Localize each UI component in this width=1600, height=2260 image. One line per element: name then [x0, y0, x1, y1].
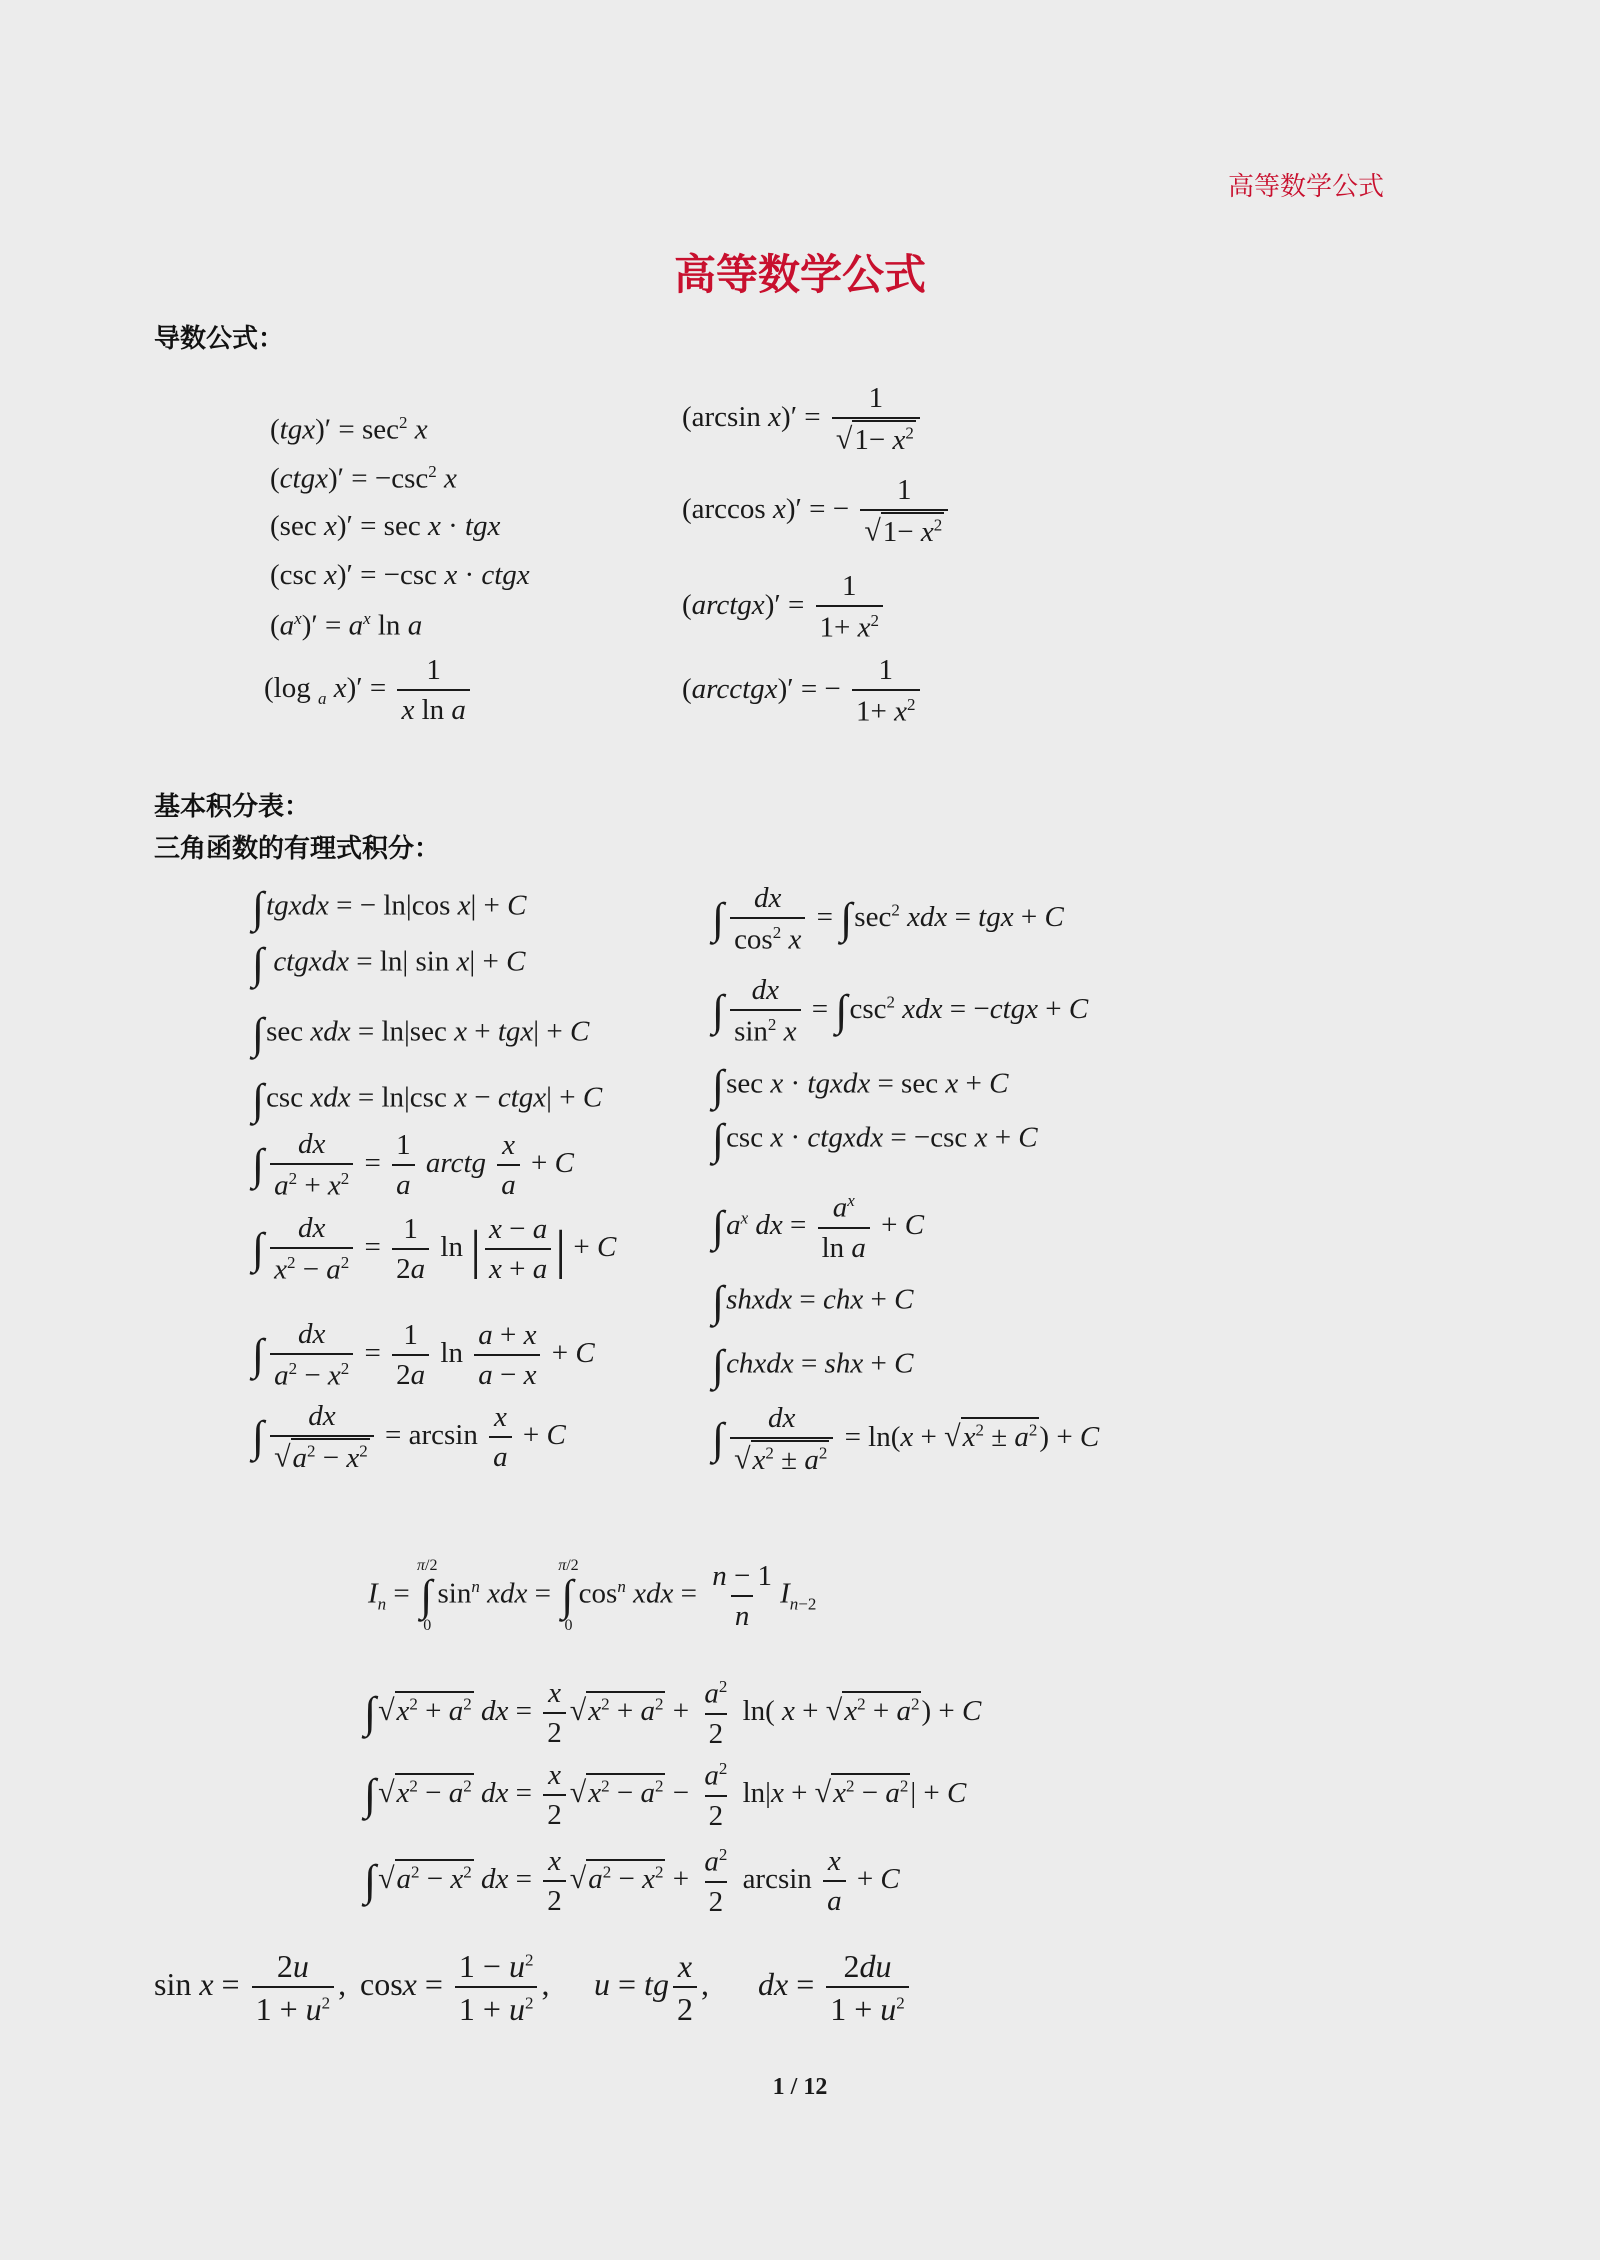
formula-d5: $(a^x)' = a^x$ ln a [270, 609, 423, 642]
formula-i7: ∫ $\frac{dx}{a^2 - x^2}$ = $\frac{1}{2a}$ ln $\frac{a + x}{a - x}$ + C [252, 1318, 595, 1392]
formula-i14: ∫shxdx = chx + C [712, 1277, 914, 1326]
page-number: 1 / 12 [772, 2074, 828, 2100]
formula-i1: ∫tgxdx = − ln|cos x| + C [252, 883, 527, 932]
formula-d7: (arcsin x)′ = $\frac{1}{√1- x^2}$ [682, 384, 924, 455]
section-trig-rational: 三角函数的有理式积分： [154, 834, 441, 864]
section-basic-integrals: 基本积分表： [154, 792, 311, 822]
formula-i2: ∫ ctgxdx = ln| sin x| + C [252, 939, 526, 988]
formula-i16: ∫ $\frac{dx}{√x^2 \pm a^2}$ = $\ln(x + √x^2 \pm a^2) + C$ [712, 1402, 1100, 1476]
formula-t1: sin x = $\frac{2u}{1 + u^2}$ , [154, 1948, 347, 2027]
section-derivatives: 导数公式： [154, 324, 285, 354]
formula-d1: $(tgx)' = \sec^2 x$ [270, 413, 428, 446]
formula-d6: (log $_a$ x)′ = $\frac{1}{\text{x ln a}}$ [264, 656, 474, 725]
page-title: 高等数学公式 [673, 250, 926, 299]
formula-d10: (arcctgx)′ = − $\frac{1}{1+ x^2}$ [682, 656, 924, 727]
formula-d8: (arccos x)′ = − $\frac{1}{√1- x^2}$ [682, 476, 952, 547]
formula-d2: (ctgx)′ = $-\csc^2$ x [270, 462, 457, 495]
formula-i10: ∫ $\frac{dx}{\sin^2 x}$ = $\int\csc^2$ xdx = −ctgx + C [712, 974, 1089, 1048]
formula-i6: ∫ $\frac{dx}{x^2 - a^2}$ = $\frac{1}{2a}$ ln | $\frac{x - a}{x + a}$ | + C [252, 1212, 617, 1286]
formula-t3: u = tg $\frac{x}{2}$ , [594, 1948, 709, 2027]
formula-i12: ∫csc x · ctgxdx = −csc x + C [712, 1115, 1038, 1164]
running-header: 高等数学公式 [1227, 172, 1384, 202]
formula-w1: $I_n$ = π/2 ∫ 0 $\sin^n$ xdx = π/2 ∫ 0 $\cos^n$ xdx = $\frac{n - 1}{n}$ $I_{n-2}$ [368, 1557, 817, 1634]
formula-w4: $\int√a^2 - x^2$ dx = $\frac{x}{2}$ $√a^2 - x^2$ + $\frac{a^2}{2}$ arcsin $\frac{x}{a}$ + C [364, 1844, 900, 1918]
formula-w2: $\int√x^2 + a^2$ dx = $\frac{x}{2}$ $√x^2 + a^2$ + $\frac{a^2}{2}$ ln( $x + √x^2 + a^2) + C$ [364, 1676, 982, 1750]
formula-i11: ∫sec x · tgxdx = sec x + C [712, 1061, 1009, 1110]
formula-d4: (csc x)′ = −csc x · ctgx [270, 559, 530, 591]
formula-i9: ∫ $\frac{dx}{\cos^2 x}$ = $\int\sec^2$ xdx = tgx + C [712, 882, 1064, 956]
formula-w3: $\int√x^2 - a^2$ dx = $\frac{x}{2}$ $√x^2 - a^2$ − $\frac{a^2}{2}$ $\ln|x + √x^2 - a^2| + C$ [364, 1758, 967, 1832]
formula-t2: cosx = $\frac{1 - u^2}{1 + u^2}$ , [360, 1948, 550, 2027]
formula-i4: ∫csc xdx = ln|csc x − ctgx| + C [252, 1075, 603, 1124]
formula-i5: ∫ $\frac{dx}{a^2 + x^2}$ = $\frac{1}{a}$ arctg $\frac{x}{a}$ + C [252, 1128, 574, 1202]
formula-d9: (arctgx)′ = $\frac{1}{1+ x^2}$ [682, 572, 887, 643]
formula-i3: ∫sec xdx = ln|sec x + tgx| + C [252, 1009, 590, 1058]
formula-d3: (sec x)′ = sec x · tgx [270, 510, 501, 542]
formula-i15: ∫chxdx = shx + C [712, 1341, 914, 1390]
formula-t4: dx = $\frac{2du}{1 + u^2}$ [758, 1950, 913, 2025]
formula-i8: ∫ $\frac{dx}{√a^2 - x^2}$ = arcsin $\frac{x}{a}$ + C [252, 1400, 566, 1474]
formula-i13: $\int a^x$ dx = $\frac{a^x}{\text{ln a}}$ + C [712, 1191, 925, 1264]
